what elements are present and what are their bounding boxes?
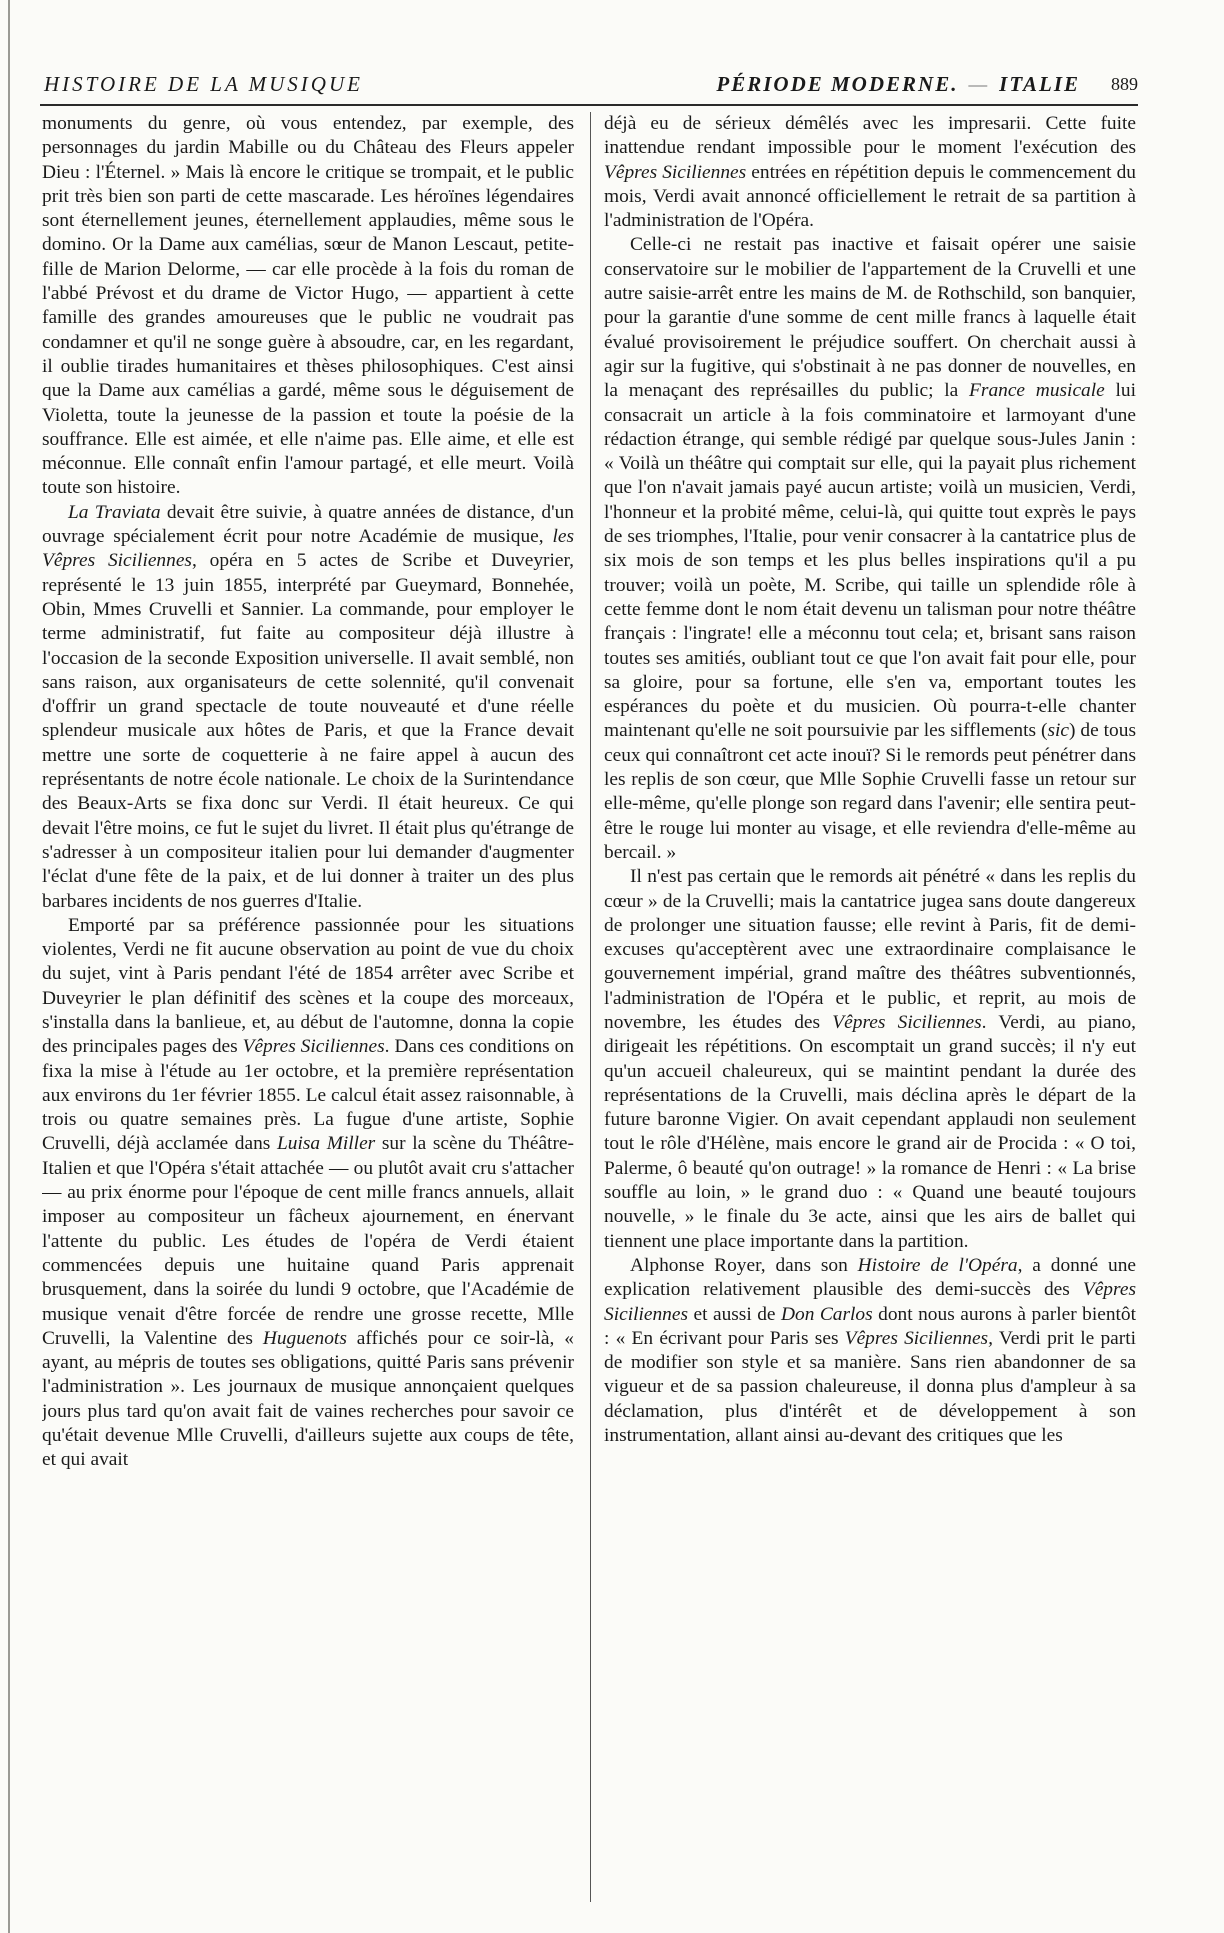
paragraph-text: devait être suivie, à quatre années de distance, d'un ouvrage spécialement écrit pour notre Académie de musique, [42,501,574,548]
title-italic: La Traviata [68,501,161,523]
paragraph-text: et aussi de [688,1303,781,1325]
paragraph-text: entrées en répétition depuis le commencement du mois, Verdi avait annoncé officiellement le retrait de sa partition à l'administration de l'Opéra. [604,161,1136,232]
running-head-country: ITALIE [999,72,1080,96]
page-edge-rule [8,0,10,1933]
paragraph [604,865,1136,1254]
paragraph-text: monuments du genre, où vous entendez, par exemple, des personnages du jardin Mabille ou du Château des Fleurs appeler Dieu : l'Éternel. » Mais là encore le critique se trompait, et le public prit très bien son parti de cette mascarade. Les héroïnes légendaires sont éternellement jeunes, éternellement applaudies, même sous le domino. Or la Dame aux camélias, sœur de Manon Lescaut, petite-fille de Marion Delorme, — car elle procède à la fois du roman de l'abbé Prévost et du drame de Victor Hugo, — appartient à cette famille des grandes amoureuses que le public ne voudrait pas condamner et qu'il ne songe guère à absoudre, car, en les regardant, il oublie tirades humanitaires et thèses philosophiques. C'est ainsi que la Dame aux camélias a gardé, même sous le déguisement de Violetta, toute la jeunesse de la passion et toute la poésie de la souffrance. Elle est aimée, et elle n'aime pas. Elle aime, et elle est méconnue. Elle connaît enfin l'amour partagé, et elle meurt. Voilà toute son histoire. [42,113,574,499]
title-italic: Luisa Miller [276,1133,376,1155]
page-header [40,72,1138,106]
title-italic: Vêpres Siciliennes [604,1279,1136,1325]
running-head-separator: — [968,72,990,96]
paragraph [42,914,574,1473]
title-italic: Histoire de l'Opéra [857,1254,1018,1276]
paragraph [42,501,574,914]
paragraph-text: affichés pour ce soir-là, « ayant, au mépris de toutes ses obligations, quitté Paris sans prévenir l'administration ». Les journaux de musique annonçaient quelques jours plus tard qu'on avait fait de vaines recherches pour savoir ce qu'était devenue Mlle Cruvelli, d'ailleurs sujette aux coups de tête, et qui avait [42,1327,574,1471]
paragraph [42,112,574,501]
header-rule [40,104,1138,106]
title-italic: sic [1047,720,1069,742]
right-column [604,112,1136,1902]
paragraph-text: Verdi prit le parti de modifier son style et sa manière. Sans rien abandonner de sa vigueur et de sa passion chaleureuse, il donna plus d'ampleur à sa déclamation, plus d'intérêt et de développement à son instrumentation, allant ainsi au-devant des critiques que les [604,1327,1136,1447]
paragraph-text: sur la scène du Théâtre-Italien et que l'Opéra s'était attachée — ou plutôt avait cru s'attacher — au prix énorme pour l'époque de cent mille francs annuels, allait imposer au compositeur un fâcheux ajournement, en énervant l'attente du public. Les études de l'opéra de Verdi étaient commencées depuis une huitaine quand Paris apprenait brusquement, dans la soirée du lundi 9 octobre, que l'Académie de musique venait d'être forcée de rendre une grosse recette, Mlle Cruvelli, la Valentine des [42,1133,574,1349]
title-italic: Don Carlos [781,1303,873,1325]
title-italic: Vêpres Siciliennes, [844,1327,993,1349]
running-head-right [716,72,1080,97]
paragraph-text: . Dans ces conditions on fixa la mise à l'étude au 1er octobre, et la première représentation aux environs du 1er février 1855. Le calcul était assez raisonnable, à trois ou quatre semaines près. La fugue d'une artiste, Sophie Cruvelli, déjà acclamée dans [42,1036,574,1155]
paragraph-text: . Verdi, au piano, dirigeait les répétitions. On escomptait un grand succès; il n'y eut qu'un accueil chaleureux, qui se maintint pendant la durée des représentations de la Cruvelli, mais déclina après le départ de la future baronne Vigier. On avait cependant applaudi non seulement tout le rôle d'Hélène, mais encore le grand air de Procida : « O toi, Palerme, ô beauté qu'on outrage! » la romance de Henri : « La brise souffle au loin, » le grand duo : « Quand une beauté toujours nouvelle, » le finale du 3e acte, ainsi que les airs de ballet qui tiennent une place importante dans la partition. [604,1011,1136,1252]
left-column [42,112,574,1902]
paragraph-text: , opéra en 5 actes de Scribe et Duveyrier, représenté le 13 juin 1855, interprété par Gueymard, Bonnehée, Obin, Mmes Cruvelli et Sannier. La commande, pour employer le terme administratif, fut faite au compositeur déjà illustre à l'occasion de la seconde Exposition universelle. Il avait semblé, non sans raison, aux organisateurs de cette solennité, qu'il convenait d'offrir un grand spectacle de toute nouveauté et d'une réelle splendeur musicale aux hôtes de Paris, et que la France devait mettre une sorte de coquetterie à ne faire appel à aucun des représentants de notre école nationale. Le choix de la Surintendance des Beaux-Arts se fixa donc sur Verdi. Il était heureux. Ce qui devait l'être moins, ce fut le sujet du livret. Il était plus qu'étrange de s'adresser à un compositeur italien pour lui demander d'augmenter l'éclat d'une fête de la paix, et de lui donner à traiter un des plus barbares incidents de nos guerres d'Italie. [42,550,574,912]
paragraph-text: ) de tous ceux qui connaîtront cet acte inouï? Si le remords peut pénétrer dans les replis de son cœur, que Mlle Sophie Cruvelli fasse un retour sur elle-même, qu'elle plonge son regard dans l'avenir; elle sentira peut-être le rouge lui monter au visage, et elle reviendra d'elle-même au bercail. » [604,720,1136,863]
paragraph-text: Alphonse Royer, dans son [630,1254,858,1276]
column-divider [590,112,591,1902]
paragraph [604,1254,1136,1448]
page-number: 889 [1111,74,1138,94]
paragraph-text: , a donné une explication relativement plausible des demi-succès des [604,1254,1136,1301]
title-italic: Huguenots [262,1327,347,1349]
paragraph-text: Emporté par sa préférence passionnée pour les situations violentes, Verdi ne fit aucune observation au point de vue du choix du sujet, vint à Paris pendant l'été de 1854 arrêter avec Scribe et Duveyrier le plan définitif des scènes et la coupe des morceaux, s'installa dans la banlieue, et, au début de l'automne, donna la copie des principales pages des [42,914,574,1058]
title-italic: Vêpres Siciliennes [832,1011,982,1033]
title-italic: les Vêpres Siciliennes [42,526,574,572]
running-head-section: PÉRIODE MODERNE. [716,72,959,96]
paragraph [604,233,1136,865]
title-italic: Vêpres Siciliennes [242,1036,385,1058]
title-italic: France musicale [969,380,1105,402]
paragraph [604,112,1136,233]
paragraph-text: dont nous aurons à parler bientôt : « En écrivant pour Paris ses [604,1303,1136,1349]
paragraph-text: déjà eu de sérieux démêlés avec les impresarii. Cette fuite inattendue rendant impossible pour le moment l'exécution des [604,113,1136,159]
running-head-left: HISTOIRE DE LA MUSIQUE [44,72,363,96]
title-italic: Vêpres Siciliennes [604,161,747,183]
paragraph-text: lui consacrait un article à la fois comminatoire et larmoyant d'une rédaction étrange, qui semble rédigé par quelque sous-Jules Janin : « Voilà un théâtre qui comptait sur elle, qui la payait plus richement que l'on n'avait jamais payé aucun artiste; voilà un musicien, Verdi, l'honneur et la probité même, celui-là, qui quitte tout exprès le pays de ses triomphes, l'Italie, pour venir consacrer à la cantatrice plus de six mois de son temps et les plus belles inspirations qu'il a pu trouver; voilà un poète, M. Scribe, qui taille un splendide rôle à cette femme dont le nom était devenu un talisman pour notre théâtre français : l'ingrate! elle a méconnu tout cela; et, brisant sans raison toutes ses amitiés, oubliant tout ce que l'on avait fait pour elle, pour sa gloire, pour sa fortune, elle s'en va, emportant toutes les espérances du poète et du musicien. Où pourra-t-elle chanter maintenant qu'elle ne soit poursuivie par les sifflements ( [604,380,1136,742]
paragraph-text: Celle-ci ne restait pas inactive et faisait opérer une saisie conservatoire sur le mobilier de l'appartement de la Cruvelli et une autre saisie-arrêt entre les mains de M. de Rothschild, son banquier, pour la garantie d'une somme de cent mille francs à laquelle était évalué provisoirement le préjudice souffert. On cherchait aussi à agir sur la fugitive, qui s'obstinait à ne pas donner de nouvelles, en la menaçant des représailles du public; la [604,234,1136,402]
paragraph-text: Il n'est pas certain que le remords ait pénétré « dans les replis du cœur » de la Cruvelli; mais la cantatrice jugea sans doute dangereux de prolonger une situation fausse; elle revint à Paris, fit de demi-excuses qu'acceptèrent avec une extraordinaire complaisance le gouvernement impérial, grand maître des théâtres subventionnés, l'administration de l'Opéra et le public, et reprit, au mois de novembre, les études des [604,866,1136,1033]
